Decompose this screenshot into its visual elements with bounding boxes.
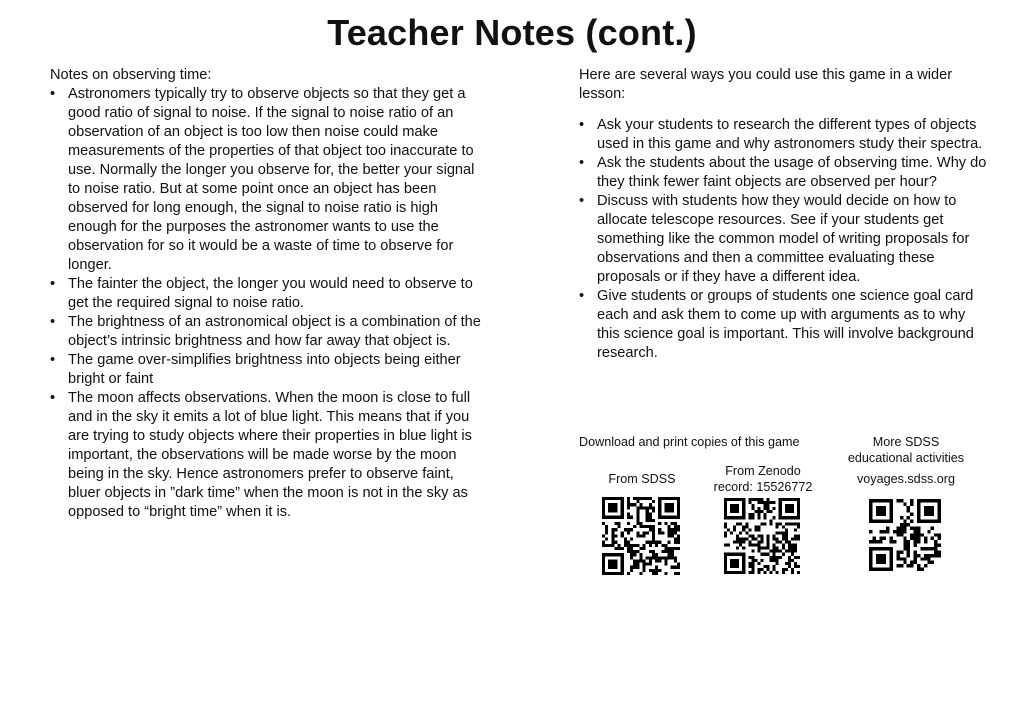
page-title: Teacher Notes (cont.) bbox=[327, 12, 697, 53]
zenodo-qr-label bbox=[700, 463, 826, 495]
sdss-qr-label: From SDSS bbox=[608, 472, 676, 486]
lesson-ideas bbox=[579, 66, 989, 363]
zenodo-label-line-2: record: 15526772 bbox=[713, 480, 813, 494]
observing-notes-heading: Notes on observing time: bbox=[50, 67, 212, 83]
zenodo-qr-code[interactable] bbox=[724, 497, 800, 575]
list-item: • Discuss with students how they would decide on how to allocate telescope resources. See if your students get something like the common model of writing proposals for observations and then a committee evaluating these proposals or if they have a different idea. bbox=[579, 192, 989, 287]
list-item: • The game over-simplifies brightness into objects being either bright or faint bbox=[50, 351, 482, 389]
observing-notes-list bbox=[50, 85, 482, 522]
observing-time-notes bbox=[50, 66, 482, 522]
list-item: • Give students or groups of students one science goal card each and ask them to come up with arguments as to why this science goal is important. This will involve background research. bbox=[579, 287, 989, 363]
voyages-qr-code[interactable] bbox=[869, 499, 941, 571]
more-line-1: More SDSS bbox=[872, 435, 940, 449]
list-item: • Astronomers typically try to observe objects so that they get a good ratio of signal to noise. If the signal to noise ratio of an observation of an object is too low then noise could make measurements of the properties of that object too inaccurate to use. Normally the longer you observe for, the better your signal to noise ratio. But at some point once an object has been observed for long enough, the signal to noise ratio is high enough for the purposes the astronomer wants to use the observation for so it would be a waste of time to observe for longer. bbox=[50, 85, 482, 275]
lesson-ideas-list bbox=[579, 116, 989, 363]
sdss-qr-code[interactable] bbox=[602, 497, 680, 575]
list-item: • The brightness of an astronomical object is a combination of the object’s intrinsic brightness and how far away that object is. bbox=[50, 313, 482, 351]
voyages-qr-label[interactable]: voyages.sdss.org bbox=[856, 472, 955, 486]
list-item: • Ask your students to research the different types of objects used in this game and why astronomers study their spectra. bbox=[579, 116, 989, 154]
list-item: • The fainter the object, the longer you would need to observe to get the required signal to noise ratio. bbox=[50, 275, 482, 313]
list-item: • Ask the students about the usage of observing time. Why do they think fewer faint objects are observed per hour? bbox=[579, 154, 989, 192]
download-heading: Download and print copies of this game bbox=[579, 435, 800, 449]
lesson-ideas-intro: Here are several ways you could use this game in a wider lesson: bbox=[579, 67, 953, 102]
more-activities-label bbox=[842, 434, 970, 466]
list-item: • The moon affects observations. When the moon is close to full and in the sky it emits a lot of blue light. This means that if you are trying to study objects where their properties in blue light is important, the observations will be made worse by the moon being in the sky. Hence astronomers prefer to observe faint, bluer objects in ”dark time” when the moon is not in the sky as opposed to “bright time” when it is. bbox=[50, 389, 482, 522]
more-line-2: educational activities bbox=[847, 451, 965, 465]
zenodo-label-line-1: From Zenodo bbox=[725, 464, 801, 478]
